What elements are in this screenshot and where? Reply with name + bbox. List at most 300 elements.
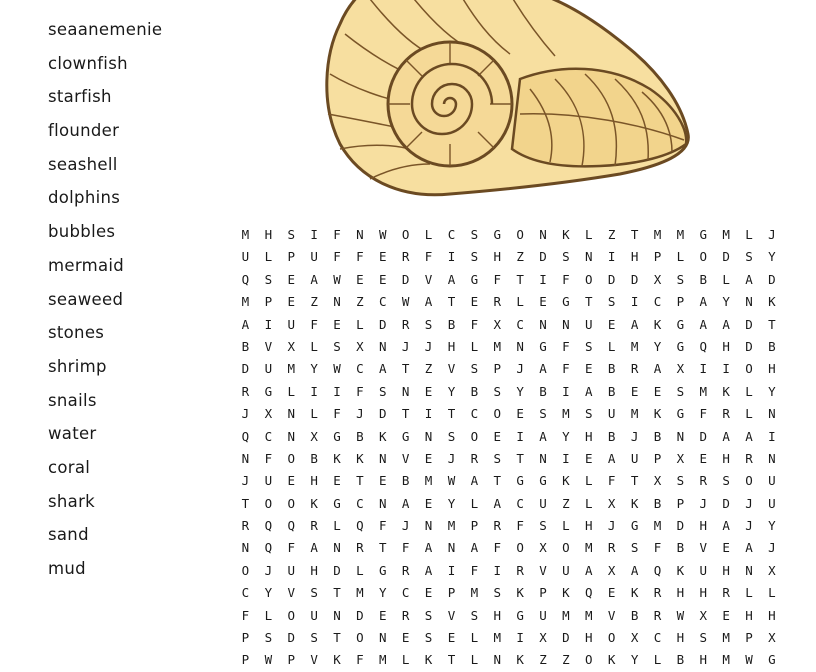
grid-letter[interactable]: O [585, 652, 593, 668]
grid-letter[interactable]: N [287, 428, 295, 444]
grid-letter[interactable]: I [768, 428, 776, 444]
grid-letter[interactable]: R [722, 406, 730, 422]
grid-letter[interactable]: O [264, 495, 273, 511]
grid-letter[interactable]: F [470, 316, 479, 332]
grid-letter[interactable]: Q [241, 271, 250, 287]
grid-letter[interactable]: K [356, 450, 364, 466]
grid-letter[interactable]: V [424, 271, 433, 287]
grid-letter[interactable]: J [699, 495, 708, 511]
grid-letter[interactable]: U [287, 562, 295, 578]
grid-letter[interactable]: U [630, 450, 639, 466]
grid-letter[interactable]: T [516, 450, 524, 466]
grid-letter[interactable]: G [676, 316, 685, 332]
grid-letter[interactable]: A [630, 316, 639, 332]
grid-letter[interactable]: S [470, 227, 479, 242]
grid-letter[interactable]: L [401, 652, 410, 668]
grid-letter[interactable]: T [447, 652, 456, 668]
grid-letter[interactable]: G [676, 338, 685, 354]
grid-letter[interactable]: K [768, 294, 776, 310]
grid-letter[interactable]: N [768, 406, 776, 422]
grid-letter[interactable]: F [356, 383, 364, 399]
grid-letter[interactable]: Y [562, 428, 570, 444]
grid-letter[interactable]: P [264, 294, 273, 310]
grid-letter[interactable]: F [356, 652, 364, 668]
grid-letter[interactable]: K [333, 450, 341, 466]
grid-letter[interactable]: C [516, 316, 524, 332]
grid-letter[interactable]: B [401, 473, 410, 489]
grid-letter[interactable]: U [607, 406, 616, 422]
grid-letter[interactable]: B [470, 383, 479, 399]
grid-letter[interactable]: R [493, 518, 501, 534]
grid-letter[interactable]: V [264, 338, 273, 354]
grid-letter[interactable]: L [745, 227, 753, 242]
grid-letter[interactable]: R [493, 294, 501, 310]
grid-letter[interactable]: Y [447, 383, 456, 399]
grid-letter[interactable]: L [356, 562, 364, 578]
grid-letter[interactable]: X [699, 607, 708, 623]
grid-letter[interactable]: K [653, 406, 662, 422]
grid-letter[interactable]: I [264, 316, 273, 332]
grid-letter[interactable]: G [516, 607, 524, 623]
grid-letter[interactable]: W [333, 271, 341, 287]
grid-letter[interactable]: Y [516, 383, 524, 399]
grid-letter[interactable]: H [585, 630, 593, 646]
grid-letter[interactable]: M [722, 227, 730, 242]
grid-letter[interactable]: Y [768, 383, 776, 399]
grid-letter[interactable]: H [768, 361, 776, 377]
grid-letter[interactable]: C [447, 227, 456, 242]
grid-letter[interactable]: T [379, 540, 387, 556]
grid-letter[interactable]: S [585, 406, 593, 422]
grid-letter[interactable]: F [241, 607, 250, 623]
grid-letter[interactable]: E [653, 383, 662, 399]
grid-letter[interactable]: P [493, 361, 501, 377]
grid-letter[interactable]: E [424, 450, 433, 466]
grid-letter[interactable]: J [516, 361, 524, 377]
grid-letter[interactable]: M [287, 361, 295, 377]
grid-letter[interactable]: L [653, 652, 662, 668]
grid-letter[interactable]: A [424, 540, 433, 556]
grid-letter[interactable]: K [562, 473, 570, 489]
grid-letter[interactable]: A [424, 562, 433, 578]
grid-letter[interactable]: G [630, 518, 639, 534]
grid-letter[interactable]: S [676, 473, 685, 489]
grid-letter[interactable]: F [493, 271, 501, 287]
grid-letter[interactable]: R [653, 607, 662, 623]
grid-letter[interactable]: U [310, 607, 318, 623]
grid-letter[interactable]: V [699, 540, 708, 556]
grid-letter[interactable]: F [493, 540, 501, 556]
grid-letter[interactable]: N [401, 383, 410, 399]
grid-letter[interactable]: B [241, 338, 250, 354]
grid-letter[interactable]: N [562, 316, 570, 332]
grid-letter[interactable]: R [401, 249, 410, 265]
grid-letter[interactable]: X [653, 473, 662, 489]
grid-letter[interactable]: N [379, 495, 387, 511]
grid-letter[interactable]: D [562, 630, 570, 646]
grid-letter[interactable]: M [493, 338, 501, 354]
grid-letter[interactable]: P [676, 294, 685, 310]
grid-letter[interactable]: S [310, 630, 318, 646]
grid-letter[interactable]: U [768, 473, 776, 489]
grid-letter[interactable]: Y [768, 249, 776, 265]
grid-letter[interactable]: H [493, 249, 501, 265]
grid-letter[interactable]: I [722, 361, 730, 377]
grid-letter[interactable]: C [653, 630, 662, 646]
grid-letter[interactable]: R [470, 450, 479, 466]
grid-letter[interactable]: O [287, 495, 295, 511]
grid-letter[interactable]: R [401, 562, 410, 578]
grid-letter[interactable]: Y [768, 518, 776, 534]
grid-letter[interactable]: U [539, 495, 547, 511]
grid-letter[interactable]: O [585, 271, 593, 287]
grid-letter[interactable]: N [745, 562, 753, 578]
grid-letter[interactable]: R [310, 518, 318, 534]
grid-letter[interactable]: P [241, 652, 250, 668]
grid-letter[interactable]: S [470, 249, 479, 265]
grid-letter[interactable]: R [745, 450, 753, 466]
grid-letter[interactable]: S [539, 518, 547, 534]
grid-letter[interactable]: H [699, 518, 708, 534]
grid-letter[interactable]: W [676, 607, 685, 623]
grid-letter[interactable]: U [539, 607, 547, 623]
grid-letter[interactable]: A [699, 316, 708, 332]
grid-letter[interactable]: T [241, 495, 250, 511]
grid-letter[interactable]: P [653, 450, 662, 466]
grid-letter[interactable]: R [630, 361, 639, 377]
grid-letter[interactable]: A [401, 495, 410, 511]
grid-letter[interactable]: W [401, 294, 410, 310]
grid-letter[interactable]: P [745, 630, 753, 646]
grid-letter[interactable]: P [539, 585, 547, 601]
grid-letter[interactable]: U [264, 361, 273, 377]
grid-letter[interactable]: D [699, 428, 708, 444]
grid-letter[interactable]: A [745, 540, 753, 556]
grid-letter[interactable]: X [539, 540, 547, 556]
grid-letter[interactable]: O [356, 630, 364, 646]
grid-letter[interactable]: P [241, 630, 250, 646]
grid-letter[interactable]: G [539, 473, 547, 489]
grid-letter[interactable]: G [333, 428, 341, 444]
grid-letter[interactable]: N [379, 450, 387, 466]
grid-letter[interactable]: E [424, 495, 433, 511]
grid-letter[interactable]: O [745, 473, 753, 489]
grid-letter[interactable]: H [722, 562, 730, 578]
grid-letter[interactable]: N [676, 428, 685, 444]
grid-letter[interactable]: Y [310, 361, 318, 377]
grid-letter[interactable]: X [356, 338, 364, 354]
grid-letter[interactable]: I [607, 249, 616, 265]
grid-letter[interactable]: T [333, 585, 341, 601]
grid-letter[interactable]: M [630, 338, 639, 354]
grid-letter[interactable]: M [241, 294, 250, 310]
grid-letter[interactable]: C [356, 361, 364, 377]
grid-letter[interactable]: S [424, 607, 433, 623]
grid-letter[interactable]: Z [516, 249, 524, 265]
grid-letter[interactable]: E [401, 630, 410, 646]
grid-letter[interactable]: K [379, 428, 387, 444]
grid-letter[interactable]: S [470, 607, 479, 623]
grid-letter[interactable]: L [722, 271, 730, 287]
grid-letter[interactable]: L [585, 227, 593, 242]
grid-letter[interactable]: K [607, 652, 616, 668]
grid-letter[interactable]: X [607, 495, 616, 511]
grid-letter[interactable]: K [722, 383, 730, 399]
grid-letter[interactable]: A [585, 562, 593, 578]
grid-letter[interactable]: I [516, 630, 524, 646]
grid-letter[interactable]: A [310, 540, 318, 556]
grid-letter[interactable]: S [539, 406, 547, 422]
grid-letter[interactable]: N [241, 450, 250, 466]
grid-letter[interactable]: E [493, 428, 501, 444]
grid-letter[interactable]: N [539, 450, 547, 466]
grid-letter[interactable]: R [516, 562, 524, 578]
grid-letter[interactable]: K [562, 585, 570, 601]
grid-letter[interactable]: A [539, 361, 547, 377]
grid-letter[interactable]: H [768, 607, 776, 623]
grid-letter[interactable]: S [585, 338, 593, 354]
grid-letter[interactable]: J [241, 473, 250, 489]
grid-letter[interactable]: Q [264, 540, 273, 556]
grid-letter[interactable]: S [287, 227, 295, 242]
grid-letter[interactable]: A [745, 428, 753, 444]
grid-letter[interactable]: Z [310, 294, 318, 310]
grid-letter[interactable]: A [585, 383, 593, 399]
grid-letter[interactable]: M [630, 406, 639, 422]
grid-letter[interactable]: X [264, 406, 273, 422]
grid-letter[interactable]: J [745, 518, 753, 534]
grid-letter[interactable]: G [768, 652, 776, 668]
grid-letter[interactable]: L [607, 338, 616, 354]
grid-letter[interactable]: W [447, 473, 456, 489]
grid-letter[interactable]: H [264, 227, 273, 242]
grid-letter[interactable]: R [401, 316, 410, 332]
grid-letter[interactable]: T [447, 406, 456, 422]
grid-letter[interactable]: Q [653, 562, 662, 578]
grid-letter[interactable]: L [470, 652, 479, 668]
grid-letter[interactable]: H [585, 518, 593, 534]
grid-letter[interactable]: H [676, 630, 685, 646]
grid-letter[interactable]: G [379, 562, 387, 578]
grid-letter[interactable]: W [379, 227, 387, 242]
grid-letter[interactable]: K [516, 652, 524, 668]
grid-letter[interactable]: K [630, 495, 639, 511]
grid-letter[interactable]: S [607, 294, 616, 310]
grid-letter[interactable]: A [379, 361, 387, 377]
grid-letter[interactable]: F [356, 249, 364, 265]
grid-letter[interactable]: F [653, 540, 662, 556]
grid-letter[interactable]: E [287, 271, 295, 287]
grid-letter[interactable]: B [676, 652, 685, 668]
grid-letter[interactable]: B [607, 361, 616, 377]
grid-letter[interactable]: J [607, 518, 616, 534]
grid-letter[interactable]: K [630, 585, 639, 601]
grid-letter[interactable]: B [653, 428, 662, 444]
grid-letter[interactable]: E [516, 406, 524, 422]
grid-letter[interactable]: S [424, 316, 433, 332]
grid-letter[interactable]: D [379, 406, 387, 422]
grid-letter[interactable]: V [310, 652, 318, 668]
grid-letter[interactable]: I [310, 383, 318, 399]
grid-letter[interactable]: V [401, 450, 410, 466]
grid-letter[interactable]: M [676, 227, 685, 242]
grid-letter[interactable]: M [585, 607, 593, 623]
grid-letter[interactable]: P [287, 652, 295, 668]
grid-letter[interactable]: E [333, 473, 341, 489]
grid-letter[interactable]: L [356, 316, 364, 332]
grid-letter[interactable]: A [745, 271, 753, 287]
grid-letter[interactable]: O [287, 607, 295, 623]
grid-letter[interactable]: O [493, 406, 501, 422]
grid-letter[interactable]: A [722, 428, 730, 444]
grid-letter[interactable]: H [699, 585, 708, 601]
grid-letter[interactable]: D [630, 271, 639, 287]
grid-letter[interactable]: M [493, 630, 501, 646]
grid-letter[interactable]: L [516, 294, 524, 310]
grid-letter[interactable]: O [470, 428, 479, 444]
grid-letter[interactable]: S [333, 338, 341, 354]
grid-letter[interactable]: D [676, 518, 685, 534]
grid-letter[interactable]: Y [447, 495, 456, 511]
grid-letter[interactable]: I [562, 450, 570, 466]
grid-letter[interactable]: V [447, 361, 456, 377]
grid-letter[interactable]: G [562, 294, 570, 310]
grid-letter[interactable]: A [470, 473, 479, 489]
grid-letter[interactable]: R [653, 585, 662, 601]
grid-letter[interactable]: B [699, 271, 708, 287]
grid-letter[interactable]: H [310, 473, 318, 489]
grid-letter[interactable]: D [333, 562, 341, 578]
grid-letter[interactable]: Z [562, 495, 570, 511]
grid-letter[interactable]: L [310, 338, 318, 354]
grid-letter[interactable]: I [493, 562, 501, 578]
grid-letter[interactable]: J [264, 562, 273, 578]
grid-letter[interactable]: F [264, 450, 273, 466]
grid-letter[interactable]: B [447, 316, 456, 332]
grid-letter[interactable]: S [630, 540, 639, 556]
grid-letter[interactable]: G [401, 428, 410, 444]
grid-letter[interactable]: X [539, 630, 547, 646]
grid-letter[interactable]: F [607, 473, 616, 489]
grid-letter[interactable]: F [699, 406, 708, 422]
grid-letter[interactable]: G [516, 473, 524, 489]
grid-letter[interactable]: F [333, 227, 341, 242]
grid-letter[interactable]: T [401, 361, 410, 377]
grid-letter[interactable]: E [585, 450, 593, 466]
grid-letter[interactable]: M [653, 518, 662, 534]
grid-letter[interactable]: P [676, 495, 685, 511]
grid-letter[interactable]: E [722, 607, 730, 623]
grid-letter[interactable]: T [356, 473, 364, 489]
grid-letter[interactable]: E [607, 316, 616, 332]
grid-letter[interactable]: X [676, 361, 685, 377]
grid-letter[interactable]: F [379, 518, 387, 534]
grid-letter[interactable]: U [264, 473, 273, 489]
grid-letter[interactable]: L [424, 227, 433, 242]
grid-letter[interactable]: P [287, 249, 295, 265]
grid-letter[interactable]: L [310, 406, 318, 422]
grid-letter[interactable]: D [401, 271, 410, 287]
grid-letter[interactable]: F [562, 271, 570, 287]
grid-letter[interactable]: O [607, 630, 616, 646]
grid-letter[interactable]: A [539, 428, 547, 444]
grid-letter[interactable]: E [607, 585, 616, 601]
grid-letter[interactable]: B [676, 540, 685, 556]
grid-letter[interactable]: E [379, 473, 387, 489]
grid-letter[interactable]: L [264, 249, 273, 265]
grid-letter[interactable]: A [607, 450, 616, 466]
grid-letter[interactable]: A [653, 361, 662, 377]
grid-letter[interactable]: X [630, 630, 639, 646]
grid-letter[interactable]: G [470, 271, 479, 287]
grid-letter[interactable]: N [333, 294, 341, 310]
grid-letter[interactable]: N [356, 227, 364, 242]
grid-letter[interactable]: S [493, 585, 501, 601]
grid-letter[interactable]: B [356, 428, 364, 444]
grid-letter[interactable]: J [630, 428, 639, 444]
grid-letter[interactable]: S [470, 361, 479, 377]
grid-letter[interactable]: G [493, 227, 501, 242]
grid-letter[interactable]: O [287, 450, 295, 466]
grid-letter[interactable]: I [630, 294, 639, 310]
grid-letter[interactable]: E [630, 383, 639, 399]
grid-letter[interactable]: P [653, 249, 662, 265]
grid-letter[interactable]: J [401, 338, 410, 354]
grid-letter[interactable]: D [241, 361, 250, 377]
grid-letter[interactable]: F [287, 540, 295, 556]
grid-letter[interactable]: M [356, 585, 364, 601]
grid-letter[interactable]: E [424, 383, 433, 399]
grid-letter[interactable]: L [287, 383, 295, 399]
grid-letter[interactable]: Y [379, 585, 387, 601]
grid-letter[interactable]: E [470, 294, 479, 310]
grid-letter[interactable]: Q [699, 338, 708, 354]
grid-letter[interactable]: F [310, 316, 318, 332]
grid-letter[interactable]: A [630, 562, 639, 578]
grid-letter[interactable]: L [745, 406, 753, 422]
grid-letter[interactable]: N [585, 249, 593, 265]
grid-letter[interactable]: L [745, 383, 753, 399]
grid-letter[interactable]: R [401, 607, 410, 623]
grid-letter[interactable]: N [333, 607, 341, 623]
grid-letter[interactable]: X [653, 271, 662, 287]
grid-letter[interactable]: A [241, 316, 250, 332]
grid-letter[interactable]: D [722, 495, 730, 511]
grid-letter[interactable]: I [539, 271, 547, 287]
grid-letter[interactable]: C [401, 585, 410, 601]
grid-letter[interactable]: U [768, 495, 776, 511]
grid-letter[interactable]: H [722, 338, 730, 354]
grid-letter[interactable]: F [562, 338, 570, 354]
grid-letter[interactable]: N [745, 294, 753, 310]
grid-letter[interactable]: O [562, 540, 570, 556]
grid-letter[interactable]: S [722, 473, 730, 489]
grid-letter[interactable]: G [539, 338, 547, 354]
grid-letter[interactable]: E [287, 294, 295, 310]
grid-letter[interactable]: D [287, 630, 295, 646]
grid-letter[interactable]: X [768, 630, 776, 646]
grid-letter[interactable]: J [356, 406, 364, 422]
grid-letter[interactable]: N [447, 540, 456, 556]
grid-letter[interactable]: O [745, 361, 753, 377]
grid-letter[interactable]: R [699, 473, 708, 489]
grid-letter[interactable]: G [333, 495, 341, 511]
grid-letter[interactable]: A [722, 316, 730, 332]
grid-letter[interactable]: K [333, 652, 341, 668]
grid-letter[interactable]: A [447, 271, 456, 287]
grid-letter[interactable]: N [768, 450, 776, 466]
grid-letter[interactable]: M [653, 227, 662, 242]
